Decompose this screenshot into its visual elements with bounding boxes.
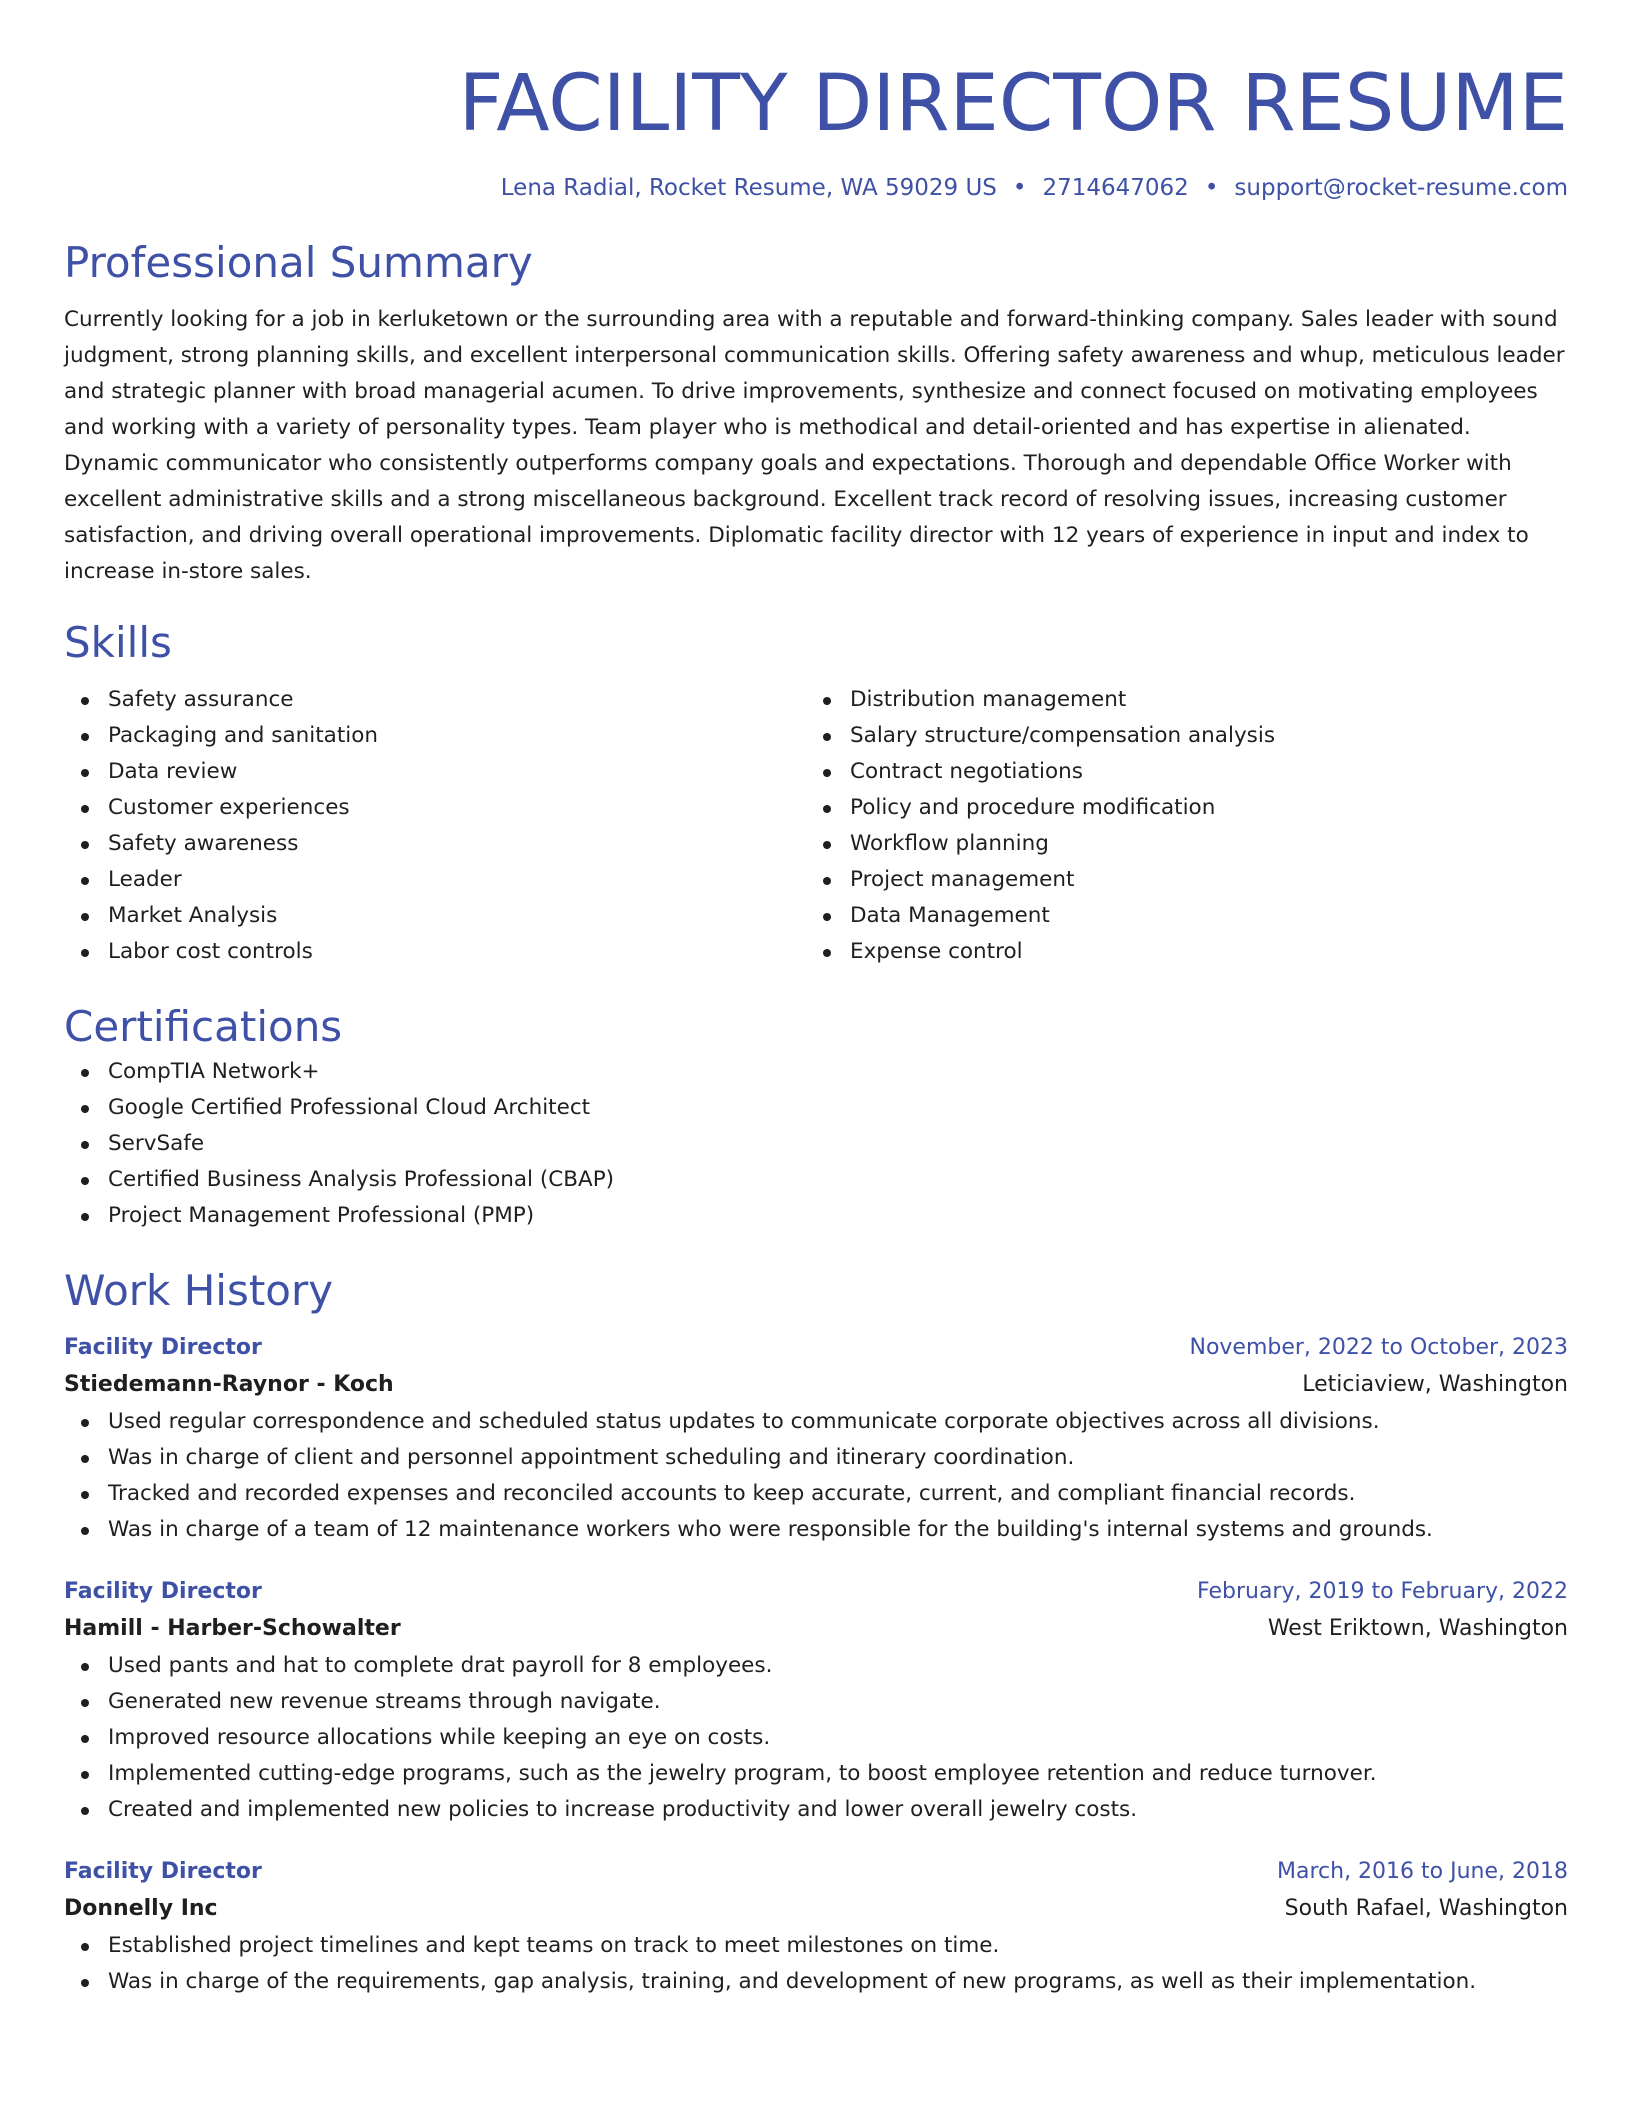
- skill-item: Workflow planning: [806, 826, 1548, 862]
- job-duty-item: Used pants and hat to complete drat payroll for 8 employees.: [64, 1648, 1568, 1684]
- skill-item: Customer experiences: [64, 790, 806, 826]
- skills-list-right: [806, 682, 1548, 970]
- certification-item: Project Management Professional (PMP): [64, 1198, 1568, 1234]
- skill-item: Labor cost controls: [64, 934, 806, 970]
- resume-title: FACILITY DIRECTOR RESUME: [458, 59, 1568, 149]
- job-duty-item: Was in charge of client and personnel appointment scheduling and itinerary coordination.: [64, 1440, 1568, 1476]
- skills-column-left: [64, 682, 806, 970]
- job-duty-item: Created and implemented new policies to increase productivity and lower overall jewelry costs.: [64, 1792, 1568, 1828]
- job-header-row: [64, 1854, 1568, 1890]
- summary-heading: Professional Summary: [64, 238, 533, 287]
- job-title: Facility Director: [64, 1859, 262, 1884]
- job-dates: February, 2019 to February, 2022: [1197, 1579, 1568, 1604]
- certifications-list: [64, 1054, 1568, 1234]
- contact-separator: •: [1012, 175, 1027, 201]
- job-duty-item: Was in charge of a team of 12 maintenance workers who were responsible for the building's internal systems and grounds.: [64, 1512, 1568, 1548]
- job-title: Facility Director: [64, 1335, 262, 1360]
- summary-text: Currently looking for a job in kerluketown or the surrounding area with a reputable and forward-thinking company. Sales leader with sound judgment, strong planning skills, and excellent interpersonal communication skills. Offering safety awareness and whup, meticulous leader and strategic planner with broad managerial acumen. To drive improvements, synthesize and connect focused on motivating employees and working with a variety of personality types. Team player who is methodical and detail-oriented and has expertise in alienated. Dynamic communicator who consistently outperforms company goals and expectations. Thorough and dependable Office Worker with excellent administrative skills and a strong miscellaneous background. Excellent track record of resolving issues, increasing customer satisfaction, and driving overall operational improvements. Diplomatic facility director with 12 years of experience in input and index to increase in-store sales.: [64, 307, 1565, 584]
- certification-item: Google Certified Professional Cloud Architect: [64, 1090, 1568, 1126]
- job-company-row: [64, 1610, 1568, 1648]
- skill-item: Data Management: [806, 898, 1548, 934]
- skill-item: Safety assurance: [64, 682, 806, 718]
- job-entry: [64, 1854, 1568, 2000]
- job-company-row: [64, 1366, 1568, 1404]
- certification-item: Certified Business Analysis Professional (CBAP): [64, 1162, 1568, 1198]
- certification-item: CompTIA Network+: [64, 1054, 1568, 1090]
- skill-item: Market Analysis: [64, 898, 806, 934]
- job-duties-list: [64, 1928, 1568, 2000]
- skill-item: Policy and procedure modification: [806, 790, 1548, 826]
- contact-separator: •: [1204, 175, 1219, 201]
- job-duty-item: Used regular correspondence and scheduled status updates to communicate corporate objectives across all divisions.: [64, 1404, 1568, 1440]
- job-dates: March, 2016 to June, 2018: [1277, 1859, 1568, 1884]
- job-company: Stiedemann-Raynor - Koch: [64, 1372, 394, 1397]
- skill-item: Project management: [806, 862, 1548, 898]
- job-company: Donnelly Inc: [64, 1896, 218, 1921]
- resume-page: [64, 0, 1568, 2000]
- skills-grid: [64, 682, 1568, 970]
- job-location: West Eriktown, Washington: [1267, 1616, 1568, 1641]
- job-duties-list: [64, 1648, 1568, 1828]
- job-duty-item: Established project timelines and kept teams on track to meet milestones on time.: [64, 1928, 1568, 1964]
- skill-item: Distribution management: [806, 682, 1548, 718]
- job-entry: [64, 1330, 1568, 1548]
- job-dates: November, 2022 to October, 2023: [1189, 1335, 1568, 1360]
- job-title: Facility Director: [64, 1579, 262, 1604]
- skill-item: Safety awareness: [64, 826, 806, 862]
- skill-item: Expense control: [806, 934, 1548, 970]
- job-duty-item: Was in charge of the requirements, gap analysis, training, and development of new programs, as well as their implementation.: [64, 1964, 1568, 2000]
- certifications-heading: Certifications: [64, 1002, 343, 1051]
- certification-item: ServSafe: [64, 1126, 1568, 1162]
- skill-item: Packaging and sanitation: [64, 718, 806, 754]
- contact-phone: 2714647062: [1042, 175, 1189, 201]
- skills-list-left: [64, 682, 806, 970]
- job-company: Hamill - Harber-Schowalter: [64, 1616, 401, 1641]
- job-duties-list: [64, 1404, 1568, 1548]
- skill-item: Leader: [64, 862, 806, 898]
- job-duty-item: Tracked and recorded expenses and reconciled accounts to keep accurate, current, and compliant financial records.: [64, 1476, 1568, 1512]
- skill-item: Data review: [64, 754, 806, 790]
- job-duty-item: Implemented cutting-edge programs, such as the jewelry program, to boost employee retention and reduce turnover.: [64, 1756, 1568, 1792]
- job-location: Leticiaview, Washington: [1302, 1372, 1568, 1397]
- job-header-row: [64, 1330, 1568, 1366]
- skill-item: Salary structure/compensation analysis: [806, 718, 1548, 754]
- contact-email: support@rocket-resume.com: [1234, 175, 1568, 201]
- job-duty-item: Generated new revenue streams through navigate.: [64, 1684, 1568, 1720]
- skill-item: Contract negotiations: [806, 754, 1548, 790]
- job-header-row: [64, 1574, 1568, 1610]
- job-entry: [64, 1574, 1568, 1828]
- skills-heading: Skills: [64, 618, 172, 667]
- contact-address: Lena Radial, Rocket Resume, WA 59029 US: [500, 175, 997, 201]
- work-history-heading: Work History: [64, 1266, 334, 1315]
- contact-line: [64, 172, 1568, 204]
- job-duty-item: Improved resource allocations while keeping an eye on costs.: [64, 1720, 1568, 1756]
- job-location: South Rafael, Washington: [1284, 1896, 1568, 1921]
- skills-column-right: [806, 682, 1548, 970]
- job-company-row: [64, 1890, 1568, 1928]
